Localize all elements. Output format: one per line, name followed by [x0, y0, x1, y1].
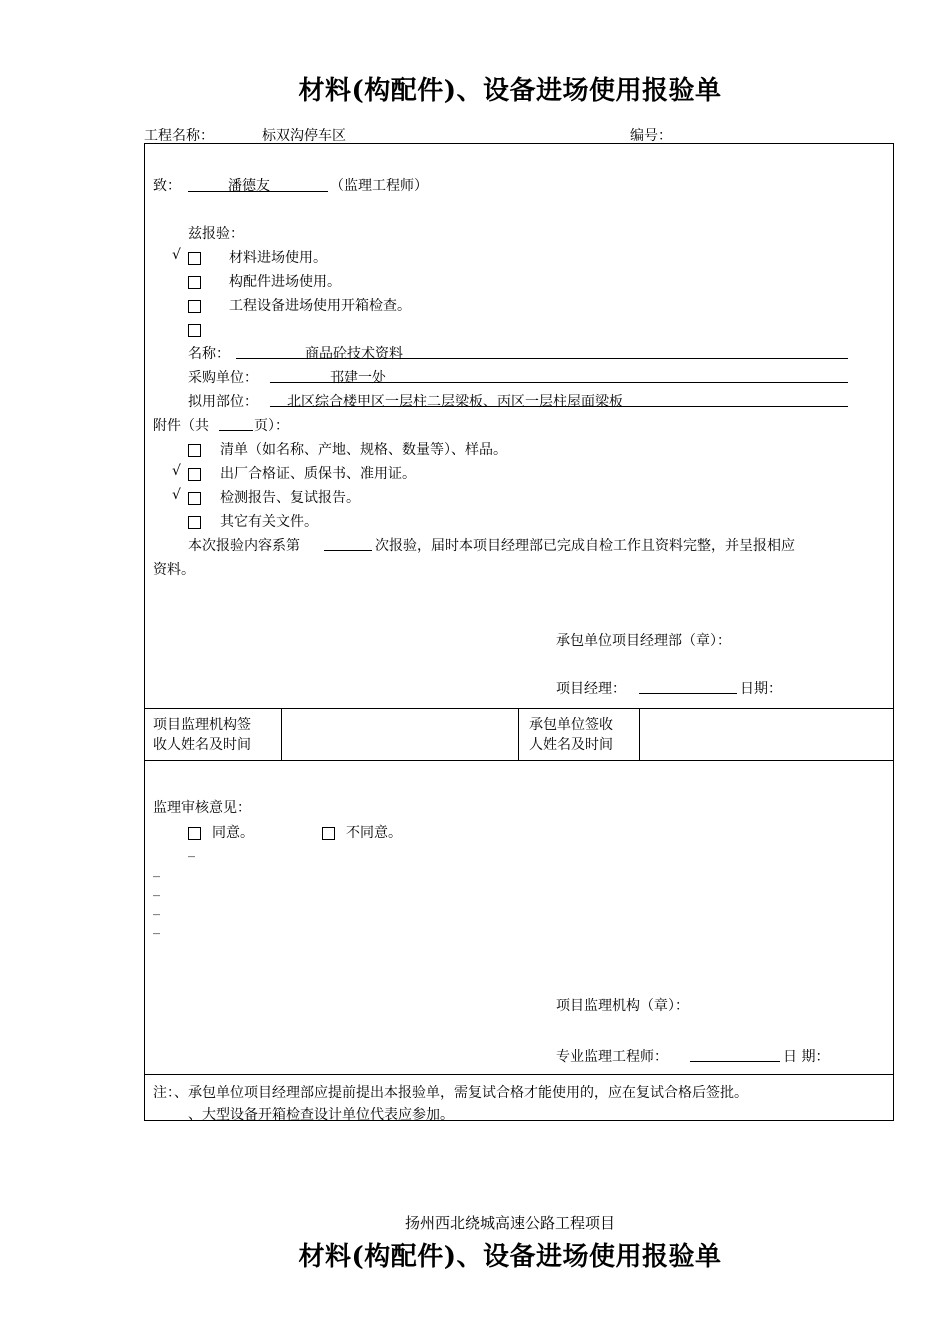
engineer-label: 专业监理工程师： — [556, 1049, 668, 1065]
review-date-label: 日 期： — [783, 1049, 830, 1065]
statement-end: 次报验，届时本项目经理部已完成自检工作且资料完整，并呈报相应 — [375, 538, 795, 554]
document-title: 材料(构配件)、设备进场使用报验单 — [298, 76, 722, 106]
option-1-checkbox[interactable] — [188, 252, 201, 265]
table-top-border — [144, 143, 894, 144]
statement-count-underline — [324, 550, 372, 551]
option-3-checkbox[interactable] — [188, 300, 201, 313]
purchaser-label: 采购单位： — [188, 370, 258, 386]
attachment-2-mark: √ — [172, 463, 181, 479]
next-page-subtitle: 扬州西北绕城高速公路工程项目 — [404, 1214, 615, 1232]
contractor-stamp-label: 承包单位项目经理部（章）： — [556, 633, 731, 649]
note-line-2: 、大型设备开箱检查设计单位代表应参加。 — [188, 1107, 454, 1123]
review-dash-5: _ — [153, 919, 160, 935]
option-4-checkbox[interactable] — [188, 324, 201, 337]
review-label: 监理审核意见： — [153, 800, 251, 816]
attachment-2-checkbox[interactable] — [188, 468, 201, 481]
attachment-1-label: 清单（如名称、产地、规格、数量等）、样品。 — [220, 442, 507, 458]
review-dash-3: _ — [153, 881, 160, 897]
number-label: 编号： — [630, 128, 672, 144]
table-right-border — [893, 143, 894, 1121]
attachment-3-mark: √ — [172, 487, 181, 503]
material-name-underline — [236, 358, 848, 359]
attachment-3-label: 检测报告、复试报告。 — [220, 490, 360, 506]
row-divider-2 — [144, 760, 894, 761]
option-1-label: 材料进场使用。 — [229, 250, 327, 266]
supervisor-receipt-field[interactable] — [282, 709, 517, 759]
addressee-prefix: 致： — [153, 178, 181, 194]
report-intro: 兹报验： — [188, 226, 244, 242]
contractor-receipt-label — [529, 715, 637, 755]
table-left-border — [144, 143, 145, 1121]
disagree-label: 不同意。 — [346, 825, 402, 841]
addressee-name: 潘德友 — [228, 178, 270, 194]
review-dash-4: _ — [153, 900, 160, 916]
project-manager-label: 项目经理： — [556, 681, 626, 697]
review-dash-1: _ — [188, 842, 195, 858]
supervisor-receipt-label — [153, 715, 279, 755]
contractor-receipt-line2: 人姓名及时间 — [529, 737, 613, 753]
agree-checkbox[interactable] — [188, 827, 201, 840]
option-2-label: 构配件进场使用。 — [229, 274, 341, 290]
statement-continuation: 资料。 — [153, 562, 195, 578]
material-name-label: 名称： — [188, 346, 230, 362]
attachment-1-checkbox[interactable] — [188, 444, 201, 457]
attachments-count-underline — [219, 430, 253, 431]
supervisor-receipt-line2: 收人姓名及时间 — [153, 737, 251, 753]
attachment-4-label: 其它有关文件。 — [220, 514, 318, 530]
attachments-label-a: 附件（共 — [153, 418, 209, 434]
attachment-2-label: 出厂合格证、质保书、准用证。 — [220, 466, 416, 482]
attachments-label-b: 页）： — [254, 418, 289, 434]
option-1-mark: √ — [172, 247, 181, 263]
attachment-4-checkbox[interactable] — [188, 516, 201, 529]
disagree-checkbox[interactable] — [322, 827, 335, 840]
agree-label: 同意。 — [212, 825, 254, 841]
next-page-title: 材料(构配件)、设备进场使用报验单 — [298, 1242, 722, 1272]
project-manager-underline — [639, 693, 737, 694]
engineer-underline — [690, 1061, 780, 1062]
contractor-receipt-field[interactable] — [640, 709, 892, 759]
row-divider-3 — [144, 1074, 894, 1075]
note-line-1: 注：、承包单位项目经理部应提前提出本报验单，需复试合格才能使用的，应在复试合格后签批。 — [153, 1085, 748, 1101]
location-underline — [270, 406, 848, 407]
receipt-col-2 — [518, 708, 519, 760]
statement-start: 本次报验内容系第 — [188, 538, 300, 554]
project-name: 标双沟停车区 — [262, 128, 346, 144]
location-value: 北区综合楼甲区一层柱二层梁板、丙区一层柱屋面梁板 — [287, 394, 623, 410]
supervisor-stamp-label: 项目监理机构（章）： — [556, 998, 689, 1014]
purchaser-underline — [270, 382, 848, 383]
review-dash-2: _ — [153, 862, 160, 878]
addressee-role: （监理工程师） — [330, 178, 428, 194]
supervisor-receipt-line1: 项目监理机构签 — [153, 717, 251, 733]
addressee-underline — [188, 191, 328, 192]
attachment-3-checkbox[interactable] — [188, 492, 201, 505]
project-label: 工程名称： — [144, 128, 214, 144]
option-2-checkbox[interactable] — [188, 276, 201, 289]
contractor-receipt-line1: 承包单位签收 — [529, 717, 613, 733]
contractor-date-label: 日期： — [740, 681, 782, 697]
purchaser-value: 邗建一处 — [330, 370, 386, 386]
material-name-value: 商品砼技术资料 — [305, 346, 403, 362]
location-label: 拟用部位： — [188, 394, 258, 410]
option-3-label: 工程设备进场使用开箱检查。 — [229, 298, 411, 314]
